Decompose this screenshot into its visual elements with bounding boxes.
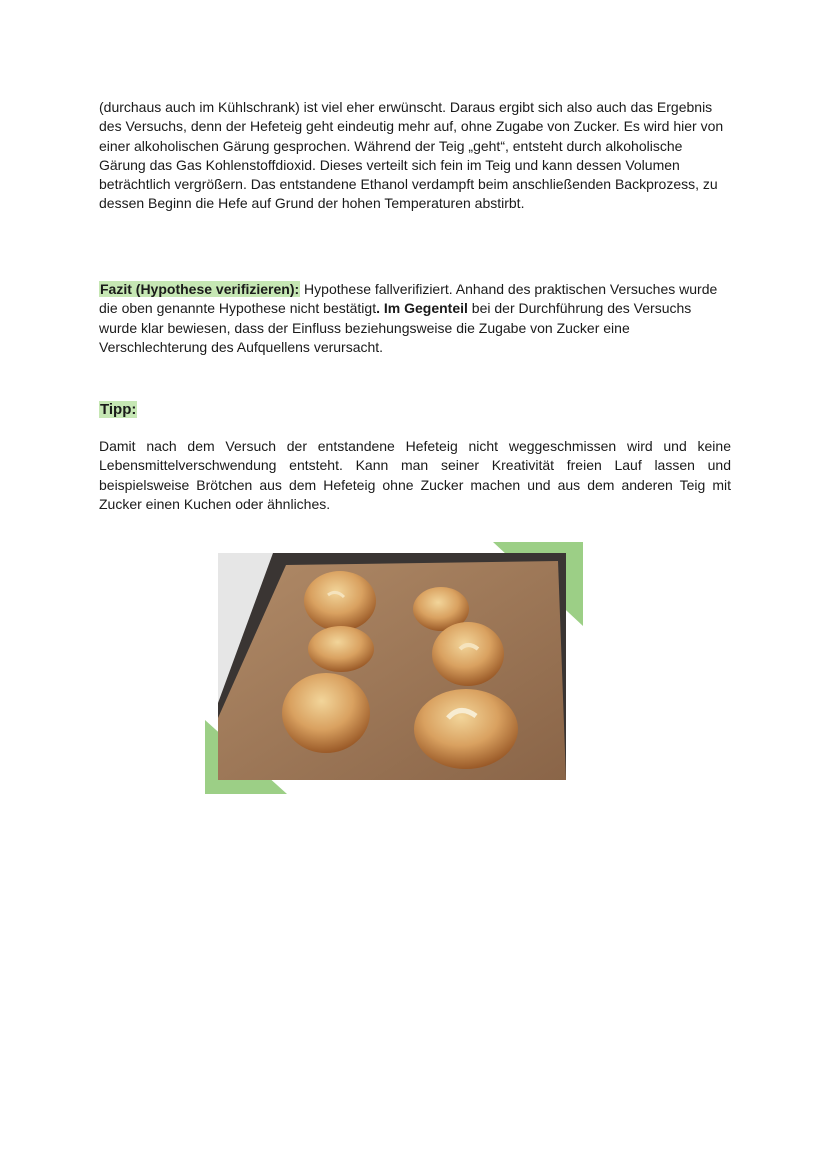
- paragraph-result: (durchaus auch im Kühlschrank) ist viel eher erwünscht. Daraus ergibt sich also auch das Ergebnis des Versuchs, denn der Hefeteig geht eindeutig mehr auf, ohne Zugabe von Zucker. Es wird hier von einer alkoholischen Gärung gesprochen. Während der Teig „geht“, entsteht durch alkoholische Gärung das Gas Kohlenstoffdioxid. Dieses verteilt sich fein im Teig und kann dessen Volumen beträchtlich vergrößern. Das entstandene Ethanol verdampft beim anschließenden Backprozess, zu dessen Beginn die Hefe auf Grund der hohen Temperaturen abstirbt.: [99, 99, 724, 212]
- tipp-heading-text: Tipp:: [100, 401, 137, 418]
- baked-rolls-photo: [218, 553, 566, 780]
- tipp-heading: [99, 401, 137, 418]
- fazit-text-a: Hypothese fallverifiziert. Anhand des praktischen Versuches wurde die oben genannte Hypothese nicht bestätigt: [99, 281, 718, 317]
- photo-frame: [205, 542, 583, 794]
- fazit-heading: Fazit (Hypothese verifizieren):: [100, 281, 300, 297]
- fazit-bold: . Im Gegenteil: [376, 300, 468, 317]
- paragraph-fazit: [99, 280, 731, 357]
- fazit-text-b: bei der Durchführung des Versuchs wurde klar bewiesen, dass der Einfluss beziehungsweise die Zugabe von Zucker eine Verschlechterung des Aufquellens verursacht.: [99, 300, 692, 355]
- paragraph-tipp: Damit nach dem Versuch der entstandene Hefeteig nicht weggeschmissen wird und keine Lebensmittelverschwendung entsteht. Kann man seiner Kreativität freien Lauf lassen und beispielsweise Brötchen aus dem Hefeteig ohne Zucker machen und aus dem anderen Teig mit Zucker einen Kuchen oder ähnliches.: [99, 438, 731, 512]
